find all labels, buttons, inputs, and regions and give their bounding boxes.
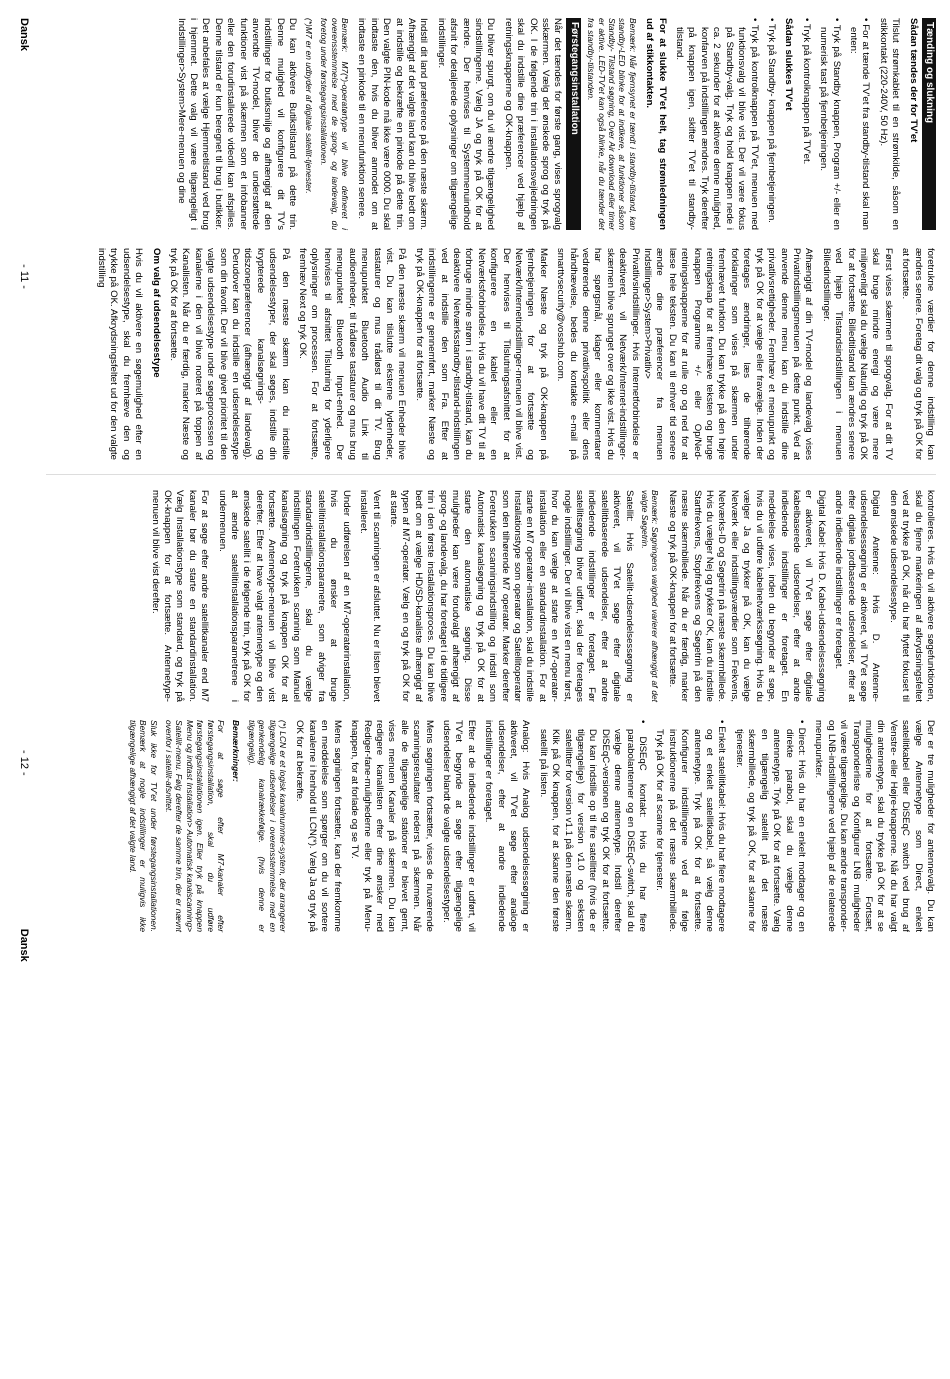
bullet-item: • Tryk på kontrolknappen på TV'et. [800,18,812,165]
paragraph: Mens søgningen fortsætter, vises de nuværende scanningsresultater nederst på skærmen. Når alle de tilgængelige stationer er blevet gemt, vises menuen Kanaler på skærmen. Du kan redigere kanallisten efter dine ønsker med Rediger-fane-mulighederne eller tryk på Menu-knappen, for at forlade og se TV. [349,720,435,932]
note: Bemærk: Når fjernsynet er tændt i standby-tilstand, kan standby-LED blinke for at indikere, at funktioner såsom Standby- Tilstand søgning, Over Air download eller timer er aktive. LED-TV'et kan også blinke, når du tænder det fra standby-tilstanden. [586,18,638,230]
paragraph: Der er tre muligheder for antennevalg. Du kan vælge Antennetype som Direct, enkelt satellitkabel eller DiSEqC switch ved brug af Venstre- eller Højre-knapperne. Når du har valgt din antennetype, skal du trykke på OK for at se mulighederne for at fortsætte. Fortsæt, Transponderliste og Konfigurer LNB muligheder vil være tilgængelige. Du kan ændre transponder- og LNB-indstillingerne ved hjælp af de relaterede menupunkter. [813,720,936,932]
paragraph: Afhængigt af din TV-model og landevalg vises Privatindstillingsmenuen på dette punkt. Ved at anvende denne menu kan du indstille dine privatlivsrettigheder. Fremhæv et menupunkt og tryk på OK for at vælge eller fravælge. Inden der foretages ændringer, læs de tilhørende forklaringer som vises på skærmen under fremhævet funktion. Du kan trykke på den højre retningsknap for at fremhæve teksten og bruge knappen Programme +/- eller Op/Ned-retningsknapperne for at rulle op og ned for at læse hele teksten. Du kan til enhver tid senere ændre dine præferencer fra menuen Indstillinger>System>Privatliv> Privatlivsindstillinger. Hvis Internetforbindelse er deaktiveret, vil Netværk/Internet-indstillinger-skærmen blive sprunget over og ikke vist. Hvis du har spørgsmål, klager eller kommentarer vedrørende denne privatlivspolitik eller dens håndhævelse, bedes du kontakte e-mail på smarttvsecurity@vosshub.com. [555,248,815,460]
paragraph: Analog: Hvis Analog udsendelsessøgning er aktiveret, vil TV'et søge efter analoge udsendelser, efter at andre indledende indstillinger er foretaget. [483,720,532,932]
column-3 [143,490,936,702]
paragraph: Tilslut strømkablet til en strømkilde, såsom en stikkontakt (220-240V, 50 Hz). [877,18,902,230]
note: Bemærk: M7(*)-operatørtype vil blive defineret i overensstemmelse med de sprog- og landevalg, du foretog under førstegangsinstallationen. [319,18,350,230]
paragraph: På den næste skærm vil menuen Enheder blive vist. Du kan tilslutte eksterne lydenheder, tastaturer og mus trådløst til dit TV. Brug menupunktet Bluetooth Audio Link til audioenheder, til trådløse tastaturer og mus brug menupunktet Bluetooth Input-enhed. Der henvises til afsnittet Tilslutning for yderligere oplysninger om processen. For at fortsætte, fremhæv Next og tryk OK. [297,248,408,460]
bullet-item: • Tryk på Standby knappen, Program +/- eller en numerisk tast på fjernbetjeningen. [818,18,842,230]
paragraph: Mens søgningen fortsætter, kan der fremkomme en meddelelse som spørger om du vil sortere kanalerne i henhold til LCN(*). Vælg Ja og tryk på OK for at bekræfte. [294,720,343,932]
notes-heading: Bemærkninger: [231,720,242,782]
subheading-broadcast-type: Om valg af udsendelsestype [150,248,162,378]
bullet-item: • Direct: Hvis du har en enkelt modtager og en direkte parabol, skal du vælge denne antennetype. Tryk på OK for at fortsætte. Vælg en tilgængelig satellit på det næste skærmbillede, og tryk på OK, for at skanne for tjenester. [733,720,807,932]
page-number: - 12 - [18,750,30,776]
note: (*)M7 er en udbyder af digitale satellit-tjenester. [303,18,314,194]
paragraph: Efter at de indledende indstillinger er udført, vil TV'et begynde at søge efter tilgængelige udsendelser blandt de valgte udsendelsestyper. [440,720,477,932]
footer-left [18,18,30,289]
paragraph: Satellit: Hvis Satellit-udsendelsessøgning er aktiveret, vil TV'et søge efter digitale satellitbaserede udsendelser, efter at andre indledende indstillinger er foretaget. Før satellitsøgning bliver udført, skal der foretages nogle indstillinger. Der vil blive vist en menu først, hvor du kan vælge at starte en M7-operatør-installation eller en standardinstallation. For at starte en M7 operatør-installation, skal du indstille Installationstype som operatør og Satellitoperatør som den tilhørende M7 operatør. Marker derefter Foretrukken scanningsindstilling og indstil som Automatisk kanalsøgning og tryk på OK for at starte den automatiske søgning. Disse muligheder kan være forudvalgt afhængigt af sprog- og landevalg, du har foretaget i de tidligere trin i den første installationsproces. Du kan blive bedt om at vælge HD/SD-kanaliste afhængigt af typen af M7-operatør. Vælg en og tryk på OK for at starte. [387,490,635,702]
paragraph: Digital Kabel: Hvis D. Kabel-udsendelsessøgning er aktiveret, vil TV'et søge efter digitale kabelbaserede udsendelser, efter at andre indledende indstillinger er foretaget. En meddelelse vises, inden du begynder at søge, hvis du vil udføre kabelnetværkssøgning. Hvis du vælger Ja og trykker på OK, kan du vælge Netværk eller indstillingsværdier som Frekvens, Netværks-ID og Søgetrin på næste skærmbillede. Hvis du vælger Nej og trykker OK, kan du indstille Startfrekvens, Stopfrekvens og Søgetrin på den næste skærmbillede. Når du er færdig, marker Næste og tryk på OK-knappen for at fortsætte. [666,490,827,702]
footer-language: Dansk [18,928,30,962]
paragraph: Vent til scanningen er afsluttet. Nu er listen blevet installeret. [358,490,382,702]
column-1 [169,18,936,230]
paragraph: For at søge efter andre satellitkanaler end M7 kanaler bør du starte en standardinstallation. Vælg Installationstype som standard, og tryk på OK-knappen for at fortsætte. Antennetype-menuen vil blive vist derefter. [149,490,211,702]
paragraph: Under udførelsen af en M7-operatørinstallation, hvis du ønsker at bruge satellitinstallationsparametre, som afviger fra standardindstillingerne, skal du vælge indstillingen Foretrukken scanning som Manuel kanalsøgning og tryk på knappen OK for at fortsætte. Antennetype-menuen vil blive vist derefter. Efter at have valgt antennetype og den ønskede satellit i de følgende trin, tryk på OK for at ændre satellitinstallationsparametrene i undermenuen. [216,490,352,702]
paragraph: Først vises skærmen til sprogvalg. For at dit TV skal bruge mindre energi og være mere miljøvenligt skal du vælge Naturlig og tryk på OK for at fortsætte. Billedtilstand kan ændres senere ved hjælp Tilstandsindstillingen i menuen Billedindstillinger. [820,248,894,460]
page-number: - 11 - [18,264,30,289]
paragraph: Når det tændes for første gang, vises sprogvalg sskærmen. Vælg det ønskede sprog og tryk på OK. I de følgende trin i installationsvejledningen skal du indstille dine præferencer ved hjælp af retningsknapperne og OK-knappen. [502,18,564,230]
subheading-unplug: For at slukke TV'et helt, tag strømledningen ud af stikkontakten. [644,18,668,230]
section-header-first-install: Førstegangsinstallation [566,18,580,230]
note: Sluk ikke for TV'et under førstegangsinstallationen. Bemærk at nogle indstillinger er muligvis ikke tilgængelige afhængigt af det valgte land. [127,720,159,932]
footer-right [18,720,30,962]
paragraph: Indstil dit land præference på den næste skærm. Afhængigt af det valgte land kan du blive bedt om at indstille og bekræfte en pinkode på dette trin. Den valgte PIN-kode må ikke være 0000. Du skal indtaste den, hvis du bliver anmodet om at indtaste en pinkode til en menufunktion senere. [356,18,430,230]
paragraph: Du kan aktivere Butikstilstand på dette trin. Denne mulighed vil konfigurere dit TV's indstillinger for butiksmiljø og afhængigt af den anvendte TV-model, bliver de understøttede funktioner vist på skærmen som et infobanner eller den forudinstallerede videofil kan afspilles. Denne tilstand er kun beregnet til brug i butikker. Det anbefales at vælge Hjemmetilstand ved brug i hjemmet. Dette valg vil være tilgængeligt i Indstillinger>System>Mere-menuen og dine [175,18,299,230]
column-2 [90,248,936,460]
subheading-power-off: Sådan slukkes TV'et [783,18,795,111]
footer-language: Dansk [18,18,30,52]
note: Bemærk: Søgningens varighed varierer afhængigt af det valgte Søgetrin. [640,490,661,702]
bullet-item: • DiSEqC kontakt: Hvis du har flere parabolantenner og en DiSEqC-switch, skal du vælge denne antennetype. Indstil derefter DiSEqC-versionen og tryk OK for at fortsætte. Du kan indstille op til fire satellitter (hvis de er tilgængelige) for version v1.0 og seksten satellitter for version v1.1 på den næste skærm. Klik på OK knappen, for at skanne den første satellit på listen. [537,720,649,932]
section-header-power: Tænding og slukning [922,18,936,230]
paragraph: Du bliver spurgt, om du vil ændre tilgængelighed sindstillingerne. Vælg JA og tryk på OK for at ændre. Der henvises til Systemmenuindhold afsnit for detaljerede oplysninger om tilgængelige indstillinger. [435,18,497,230]
paragraph: På den næste skærm kan du indstille udsendelsestyper, der skal søges, indstille din krypterede kanalsøgnings- og tidszonepræferencer (afhængigt af landevalg). Derudover kan du indstille en udsendelsestype som din favorit. Der vil blive givet prioritet til den valgte udsendelsestype under søgeprocessen og kanalerne i den vil blive noteret på toppen af Kanallisten. Når du er færdig, marker Næste og tryk på OK for at fortsætte. [168,248,291,460]
bullet-item: • Enkelt satellitkabel: Hvis du har flere modtagere og et enkelt satellitkabel, så vælg denne antennetype. Tryk på OK for at fortsætte. Konfigurer indstillingerne ved at følge instruktionerne på det næste skærmbillede. Tryk på OK for at scanne for tjenester. [654,720,728,932]
note: (*) LCN er et logisk kanalnummer-system, der arrangerer tilgængelige udsendelser i overensstemmelse med en genkendelig kanalrækkefølge. (hvis denne er tilgængelig). [246,720,289,932]
paragraph: kontrolleres. Hvis du vil aktivere søgefunktionen, skal du fjerne markeringen af afkrydsningsfeltet ved at trykke på OK, når du har flyttet fokuset til den ønskede udsendelsestype. [887,490,936,702]
bullet-item: • Tryk på kontrolknappen på TV'et, menuen med funktionsvalg vil blive vist. Der vil være fokus på Standby-valg. Tryk og hold knappen nede i ca. 2 sekunder for at aktivere denne mulighed, konfarven på indstillingen ændres. Tryk derefter på knappen igen, skifter TV'et til standby-tilstand. [674,18,760,230]
note: For at søge efter M7-kanaler efter førstegangsinstallation, skal du udføre førstegangsinstallationen igen. Eller tryk på knappen Menu og indtast Installation> Automatisk kanalscanning> Satellit-menu. Følg derefter de samme trin, der er nævnt ovenfor i satellit-afsnittet. [164,720,227,932]
bullet-item: • Tryk på Standby- knappen på fjernbetjeningen. [765,18,777,223]
column-4 [122,720,936,932]
subheading-power-on: Sådan tændes der for TV'et [907,18,919,143]
bullet-item: • For at tænde TV'et fra standby-tilstand skal man enten: [847,18,872,230]
paragraph: Marker Næste og tryk på OK-knappen på fjernbetjeningen for at fortsætte og Netværk/Internetindstillinger-menuen vil blive vist. Der henvises til Tilslutningsafsnittet for at konfigurere en kablet eller en Netværksforbindelse. Hvis du vil have dit TV til at forbruge mindre strøm i standby-tilstand, kan du deaktivere Netværksstandby-tilstand-indstillingen ved at indstille den som Fra. Efter at indstillingerne er gennemført, marker Næste og tryk på OK-knappen for at fortsætte. [413,248,549,460]
page-divider [46,474,936,475]
paragraph: foretrukne værdier for denne indstilling kan ændres senere. Foretag dit valg og tryk på OK for at fortsætte. [900,248,936,460]
paragraph: Hvis du vil aktivere en søgemulighed efter en udsendelsestype, skal du fremhæve den og trykke på OK. Afkrydsningsfeltet ud for den valgte indstilling [96,248,145,460]
paragraph: Digital Antenne: Hvis D. Antenne-udsendelsessøgning er aktiveret, vil TV'et søge efter digitale jordbaserede udsendelser, efter at andre indledende indstillinger er foretaget. [833,490,882,702]
